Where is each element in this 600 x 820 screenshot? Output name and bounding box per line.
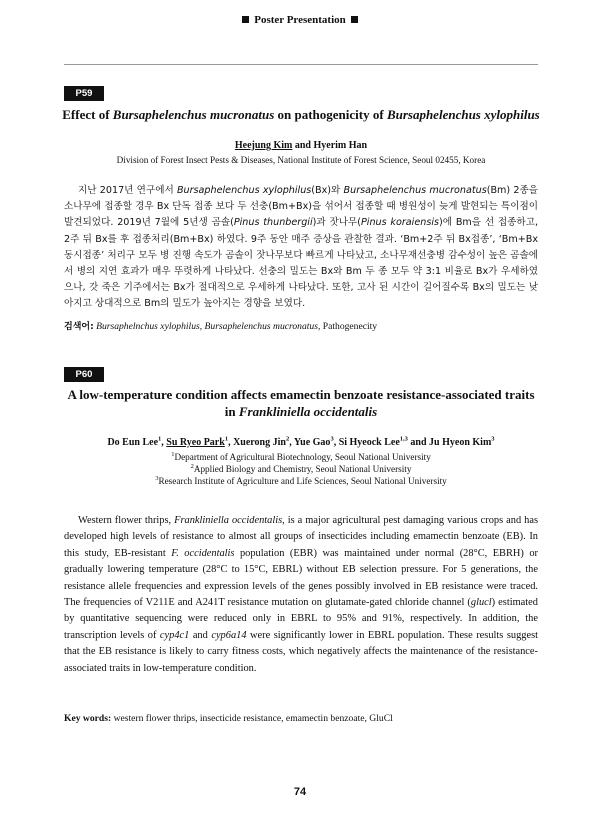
square-bullet-icon [351,16,358,23]
p59-authors: Heejung Kim and Hyerim Han [234,140,368,151]
header-divider [64,64,538,65]
p60-title: A low-temperature condition affects emamectin benzoate resistance-associated traits in Frankliniella occidentalis [67,387,535,419]
square-bullet-icon [242,16,249,23]
p59-keywords: 검색어: Bursaphelnchus xylophilus, Bursaphelenchus mucronatus, Pathogenecity [64,321,378,332]
presenting-author: Su Ryeo Park [166,437,225,448]
affiliation-line: $^3$Research Institute of Agriculture and Life Sciences, Seoul National University [155,474,447,486]
poster-tag-p59: P59 [64,86,104,101]
p59-abstract: 지난 2017년 연구에서 Bursaphelenchus xylophilus(Bx)와 Bursaphelenchus mucronatus(Bm) 2종을 소나무에 접종할 경우 Bx 단독 접종 보다 두 선충(Bm+Bx)을 섞어서 접종할 때 병원성이 늦게 발현되는 특이점이 발견되었다. 2019년 7월에 5년생 곰솔(Pinus thunbergii)과 잣나무(Pinus koraiensis)에 Bm을 선 접종하고, 2주 뒤 Bx를 후 접종처리(Bm+Bx) 하였다. 9주 동안 매주 증상을 관찰한 결과. ‘Bm+2주 뒤 Bx접종’, ‘Bm+Bx 동시접종’ 처리구 모두 병 진행 속도가 곰솔이 잣나무보다 빠르게 나타났고, 소나무재선충병 감수성이 높은 곰솔에서 병의 지연 효과가 매우 뚜렷하게 나타났다. 선충의 밀도는 Bx와 Bm 두 종 모두 약 3:1 비율로 Bx가 우세하였으나, 갓 죽은 기주에서는 Bx가 절대적으로 우세하게 나타났다. 또한, 고사 된 시간이 길어질수록 Bx의 밀도는 낮아지고 상대적으로 Bm의 밀도가 높아지는 경향을 보였다. [64,185,539,310]
poster-tag-p60: P60 [64,367,104,382]
p60-authors: Do Eun Lee$^1$, Su Ryeo Park$^1$, Xuerong Jin$^2$, Yue Gao$^3$, Si Hyeock Lee$^{1,3}$ and Ju Hyeon Kim$^3$ [107,435,495,448]
section-header [0,14,600,26]
p60-keywords: Key words: western flower thrips, insecticide resistance, emamectin benzoate, GluCl [64,713,393,724]
p60-affiliations [60,451,542,487]
presenting-author: Heejung Kim [234,140,293,151]
page-number: 74 [293,786,307,798]
section-header-label: Poster Presentation [254,14,346,26]
affiliation-line: $^1$Department of Agricultural Biotechnology, Seoul National University [171,450,431,462]
p59-affiliation: Division of Forest Insect Pests & Diseases, National Institute of Forest Science, Seoul 02455, Korea [116,155,486,165]
keywords-label: 검색어: [64,322,94,332]
keywords-label: Key words: [64,713,112,724]
affiliation-line: $^2$Applied Biology and Chemistry, Seoul National University [190,462,412,474]
p60-abstract: Western flower thrips, Frankliniella occidentalis, is a major agricultural pest damaging various crops and has developed high levels of resistance to almost all groups of insecticides including emamectin benzoate (EB). In this study, EB-resistant F. occidentalis population (EBR) was maintained under normal (28°C, EBRH) or gradually lowering temperature (28°C to 15°C, EBRL) without EB selection pressure. For 5 generations, the resistance allele frequencies and expression levels of the genes possibly involved in EB resistance were traced. The frequencies of V211E and A241T resistance mutation on glutamate-gated chloride channel (glucl) estimated by quantitative sequencing were reduced only in EBRL to 95% and 91%, respectively. In addition, the transcription levels of cyp4c1 and cyp6a14 were significantly lower in EBRL population. These results suggest that the EB resistance is likely to carry fitness costs, which negatively affects the maintenance of the resistance-associated traits in low-temperature condition. [64,515,538,674]
p59-title: Effect of Bursaphelenchus mucronatus on pathogenicity of Bursaphelenchus xylophilus [62,107,540,122]
